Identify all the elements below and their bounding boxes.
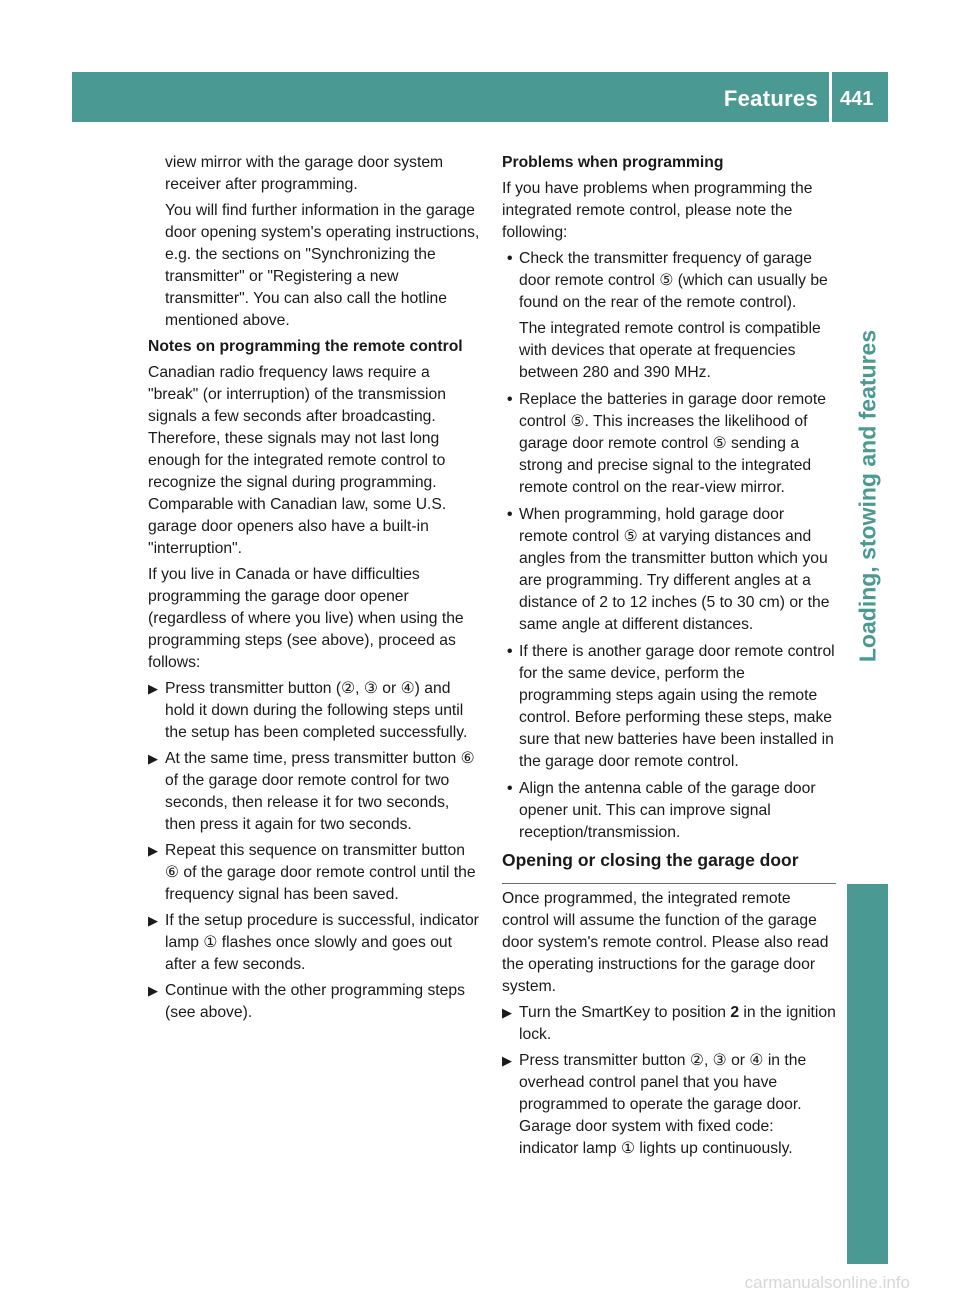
header-section-title: Features (723, 86, 818, 111)
bullet-icon: • (507, 250, 513, 267)
step-text: Press transmitter button ②, ③ or ④ in the overhead control panel that you have programmed to operate the garage door. Garage door system with fixed code: indicator lamp ① lights up continuously. (519, 1052, 807, 1157)
notes-heading: Notes on programming the remote control (148, 338, 463, 355)
problems-heading: Problems when programming (502, 154, 724, 171)
step-item (148, 910, 480, 976)
section-title: Opening or closing the garage door (502, 849, 836, 884)
step-item (148, 748, 480, 836)
intro-paragraph: You will find further information in the garage door opening system's operating instructions, e.g. the sections on "Synchronizing the transmitter" or "Registering a new transmitter". You can also call the hotline mentioned above. (165, 202, 480, 329)
body-paragraph: Once programmed, the integrated remote control will assume the function of the garage door system's remote control. Please also read the operating instructions for the garage door system. (502, 890, 829, 995)
step-item (502, 1002, 836, 1046)
bullet-text: When programming, hold garage door remote control ⑤ at varying distances and angles from the transmitter button which you are programming. Try different angles at a distance of 2 to 12 inches (5 to 30 cm) or the same angle at different distances. (519, 506, 830, 633)
bullet-item (502, 248, 836, 384)
right-column (502, 152, 836, 1164)
arrow-right-icon: ▶ (148, 983, 158, 998)
bullet-icon: • (507, 643, 513, 660)
body-paragraph: If you live in Canada or have difficulties programming the garage door opener (regardless of where you live) when using the programming steps (see above), proceed as follows: (148, 566, 464, 671)
bullet-subtext: The integrated remote control is compatible with devices that operate at frequencies between 280 and 390 MHz. (519, 320, 821, 381)
sidebar-marker (847, 884, 888, 930)
bullet-item (502, 641, 836, 773)
step-item (148, 840, 480, 906)
step-item (148, 980, 480, 1024)
bullet-item (502, 504, 836, 636)
arrow-right-icon: ▶ (148, 913, 158, 928)
intro-paragraph: view mirror with the garage door system receiver after programming. (165, 154, 444, 193)
bullet-icon: • (507, 780, 513, 797)
arrow-right-icon: ▶ (502, 1005, 512, 1020)
bullet-text: Replace the batteries in garage door remote control ⑤. This increases the likelihood of garage door remote control ⑤ sending a strong and precise signal to the integrated remote control on the rear-view mirror. (519, 391, 826, 496)
bullet-item (502, 389, 836, 499)
step-item (502, 1050, 836, 1160)
step-text: Continue with the other programming steps (see above). (165, 982, 465, 1021)
bullet-icon: • (507, 391, 513, 408)
arrow-right-icon: ▶ (148, 681, 158, 696)
left-column (148, 152, 480, 1028)
step-text: in the ignition lock. (519, 1004, 836, 1043)
bullet-text: Align the antenna cable of the garage door opener unit. This can improve signal reception/transmission. (519, 780, 816, 841)
sidebar-label-text: Loading, stowing and features (854, 329, 881, 663)
step-text: Repeat this sequence on transmitter button ⑥ of the garage door remote control until the frequency signal has been saved. (165, 842, 476, 903)
bullet-text: If there is another garage door remote control for the same device, perform the programming steps again using the remote control. Before performing these steps, make sure that new batteries have been installed in the garage door remote control. (519, 643, 835, 770)
bullet-item (502, 778, 836, 844)
body-paragraph: Canadian radio frequency laws require a "break" (or interruption) of the transmission signals a few seconds after broadcasting. Therefore, these signals may not last long enough for the integrated remote control to recognize the signal during programming. Comparable with Canadian law, some U.S. garage door openers also have a built-in "interruption". (148, 364, 447, 557)
arrow-right-icon: ▶ (148, 843, 158, 858)
bullet-text: Check the transmitter frequency of garage door remote control ⑤ (which can usually be found on the rear of the remote control). (519, 250, 828, 311)
header-divider (829, 72, 832, 122)
step-emphasis: 2 (730, 1004, 740, 1021)
step-item (148, 678, 480, 744)
watermark: carmanualsonline.info (744, 1273, 910, 1292)
page-number: 441 (840, 88, 874, 110)
arrow-right-icon: ▶ (502, 1053, 512, 1068)
arrow-right-icon: ▶ (148, 751, 158, 766)
step-text: If the setup procedure is successful, indicator lamp ① flashes once slowly and goes out after a few seconds. (165, 912, 479, 973)
step-text: At the same time, press transmitter button ⑥ of the garage door remote control for two seconds, then release it for two seconds, then press it again for two seconds. (165, 750, 475, 833)
step-text: Press transmitter button (②, ③ or ④) and hold it down during the following steps until the setup has been completed successfully. (165, 680, 468, 741)
bullet-icon: • (507, 506, 513, 523)
body-paragraph: If you have problems when programming the integrated remote control, please note the following: (502, 180, 813, 241)
step-text: Turn the SmartKey to position (519, 1004, 731, 1021)
